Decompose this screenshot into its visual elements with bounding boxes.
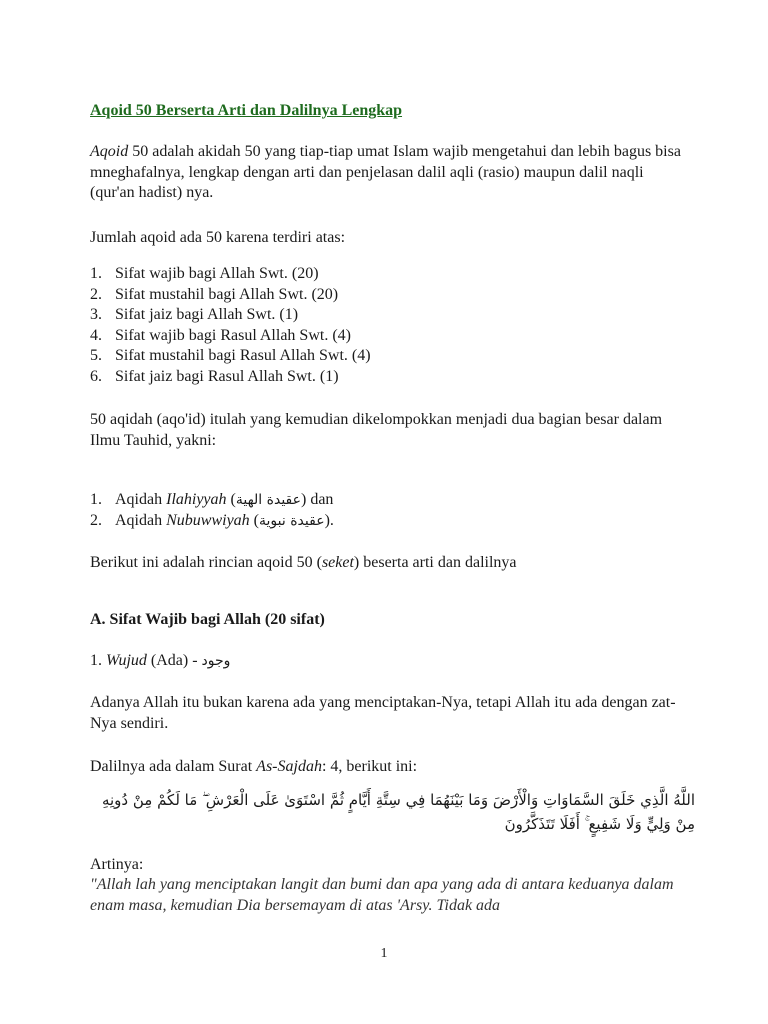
artinya-text: "Allah lah yang menciptakan langit dan bumi dan apa yang ada di antara keduanya dalam enam masa, kemudian Dia bersemayam di atas 'Arsy. Tidak ada — [90, 876, 674, 914]
intro-paragraph — [90, 142, 690, 204]
arabic-verse: اللَّهُ الَّذِي خَلَقَ السَّمَاوَاتِ وَالْأَرْضَ وَمَا بَيْنَهُمَا فِي سِتَّةِ أَيَّامٍ ثُمَّ اسْتَوَىٰ عَلَى الْعَرْشِ ۖ مَا لَكُمْ مِنْ دُونِهِ مِنْ وَلِيٍّ وَلَا شَفِيعٍ ۚ أَفَلَا تَتَذَكَّرُونَ — [101, 791, 695, 833]
count-intro: Jumlah aqoid ada 50 karena terdiri atas: — [90, 229, 346, 246]
aqidah-category-list — [90, 490, 690, 531]
intro-lead-term: Aqoid — [90, 143, 129, 160]
page-number: 1 — [380, 946, 388, 961]
dalil-line: Dalilnya ada dalam Surat As-Sajdah: 4, berikut ini: — [90, 758, 418, 775]
list-item: 2. Aqidah Nubuwwiyah (عقيدة نبوية). — [90, 511, 334, 529]
detail-intro: Berikut ini adalah rincian aqoid 50 (seket) beserta arti dan dalilnya — [90, 554, 517, 571]
aqoid-breakdown-list — [90, 264, 690, 387]
document-title[interactable]: Aqoid 50 Berserta Arti dan Dalilnya Lengkap — [90, 102, 403, 119]
list-item: 4. Sifat wajib bagi Rasul Allah Swt. (4) — [90, 326, 351, 344]
list-item: 2. Sifat mustahil bagi Allah Swt. (20) — [90, 285, 339, 303]
list-item: 1. Aqidah Ilahiyyah (عقيدة الهية) dan — [90, 491, 334, 508]
artinya-label: Artinya: — [90, 856, 144, 873]
list-item: 6. Sifat jaiz bagi Rasul Allah Swt. (1) — [90, 367, 339, 385]
sifat-item-wujud: 1. Wujud (Ada) - وجود — [90, 652, 231, 669]
division-paragraph: 50 aqidah (aqo'id) itulah yang kemudian dikelompokkan menjadi dua bagian besar dalam Ilmu Tauhid, yakni: — [90, 411, 663, 449]
list-item: 1. Sifat wajib bagi Allah Swt. (20) — [90, 265, 319, 282]
intro-text: 50 adalah akidah 50 yang tiap-tiap umat Islam wajib mengetahui dan lebih bagus bisa mneghafalnya, lengkap dengan arti dan penjelasan dalil aqli (rasio) maupun dalil naqli (qur'an hadist) nya. — [90, 143, 681, 201]
section-heading: A. Sifat Wajib bagi Allah (20 sifat) — [90, 611, 325, 628]
list-item: 5. Sifat mustahil bagi Rasul Allah Swt. (4) — [90, 347, 371, 364]
wujud-description: Adanya Allah itu bukan karena ada yang menciptakan-Nya, tetapi Allah itu ada dengan zat-Nya sendiri. — [90, 694, 676, 732]
list-item: 3. Sifat jaiz bagi Allah Swt. (1) — [90, 306, 299, 323]
